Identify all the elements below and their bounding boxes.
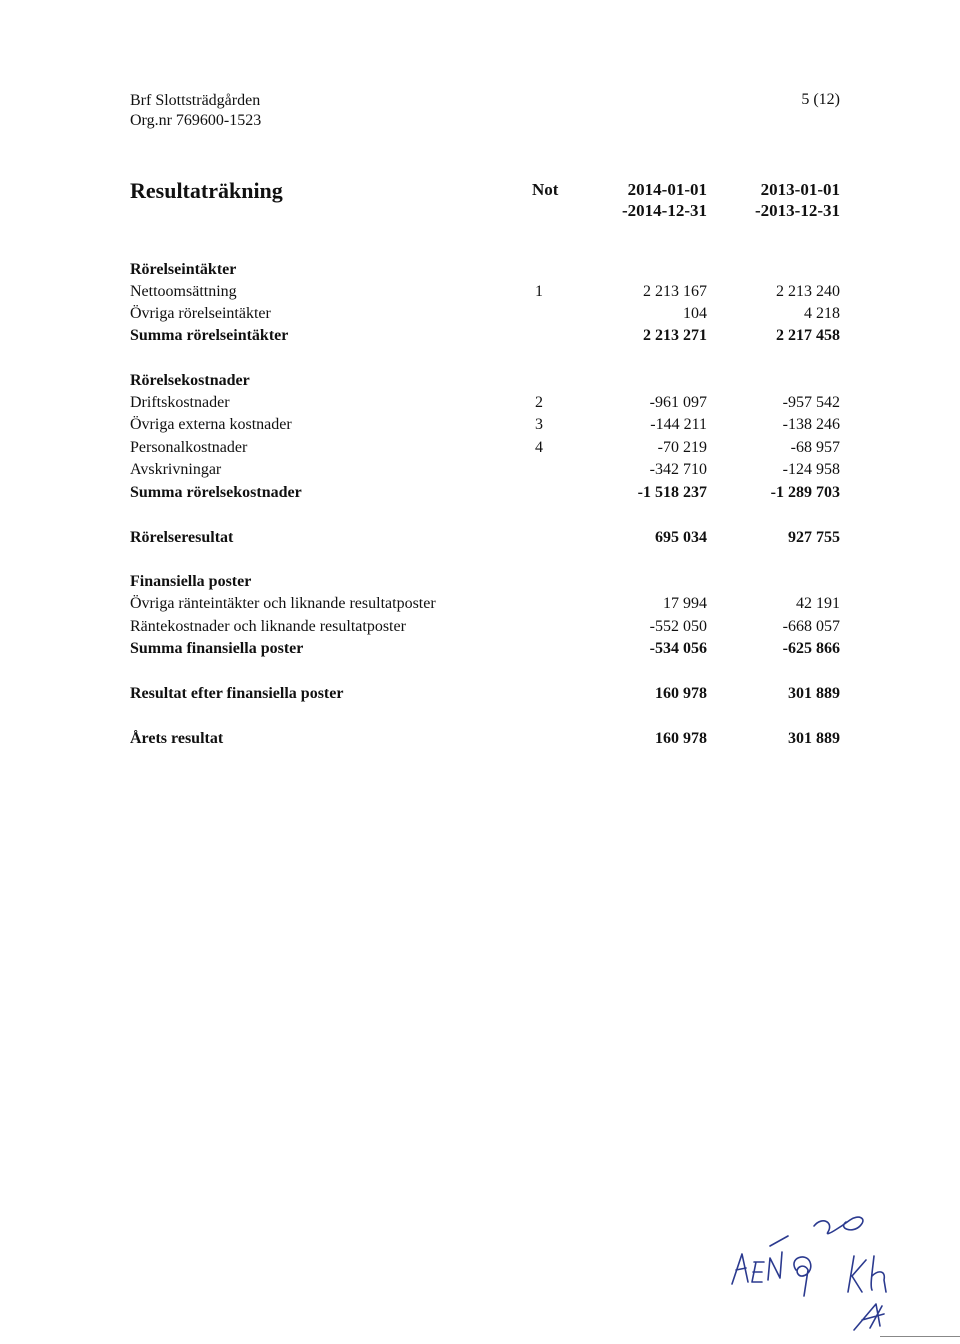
row-label: Övriga externa kostnader <box>130 416 292 433</box>
col-header-not: Not <box>532 180 559 199</box>
row-value-2014: -342 710 <box>649 461 707 478</box>
table-row <box>130 303 840 325</box>
signature-scribble <box>814 1217 863 1234</box>
row-value-2014: -552 050 <box>649 618 707 635</box>
table-row <box>130 414 840 436</box>
row-value-2013: -1 289 703 <box>770 484 840 501</box>
row-label: Resultat efter finansiella poster <box>130 685 344 702</box>
row-value-2013: -625 866 <box>782 640 840 657</box>
row-value-2013: -124 958 <box>782 461 840 478</box>
row-value-2013: 301 889 <box>788 685 840 702</box>
table-row <box>130 616 840 638</box>
row-value-2014: 104 <box>683 305 707 322</box>
row-value-2013: 2 217 458 <box>776 327 840 344</box>
row-value-2013: -68 957 <box>790 439 840 456</box>
page-edge-line <box>880 1336 960 1337</box>
table-row <box>130 392 840 414</box>
row-note: 2 <box>535 394 543 411</box>
row-label: Driftskostnader <box>130 394 230 411</box>
col-header-2013 <box>755 179 840 221</box>
row-note: 4 <box>535 439 543 456</box>
row-value-2014: -534 056 <box>649 640 707 657</box>
sum-row <box>130 325 840 347</box>
row-note: 3 <box>535 416 543 433</box>
col-header-2014-end: -2014-12-31 <box>622 201 707 220</box>
signature-initials <box>730 1196 910 1336</box>
row-label: Övriga ränteintäkter och liknande resultatposter <box>130 595 436 612</box>
section-heading-label: Rörelsekostnader <box>130 372 250 389</box>
col-header-2013-start: 2013-01-01 <box>760 180 840 199</box>
section-heading-label: Rörelseintäkter <box>130 261 237 278</box>
table-row <box>130 459 840 481</box>
table-row <box>130 281 840 303</box>
section-heading <box>130 259 840 281</box>
row-label: Summa rörelsekostnader <box>130 484 302 501</box>
row-value-2013: -668 057 <box>782 618 840 635</box>
table-row <box>130 437 840 459</box>
signature-aen-n <box>768 1236 788 1280</box>
row-value-2014: -70 219 <box>657 439 707 456</box>
row-label: Räntekostnader och liknande resultatposter <box>130 618 406 635</box>
result-row <box>130 527 840 549</box>
row-value-2014: 2 213 271 <box>643 327 707 344</box>
signature-loop <box>794 1257 811 1296</box>
row-value-2014: -144 211 <box>650 416 707 433</box>
section-heading-label: Finansiella poster <box>130 573 252 590</box>
row-label: Nettoomsättning <box>130 283 237 300</box>
page-number: 5 (12) <box>801 91 840 108</box>
row-value-2013: 301 889 <box>788 730 840 747</box>
row-value-2013: 42 191 <box>796 595 840 612</box>
sum-row <box>130 638 840 660</box>
row-value-2014: 695 034 <box>655 529 707 546</box>
row-value-2013: 4 218 <box>804 305 840 322</box>
section-heading <box>130 571 840 593</box>
result-row <box>130 683 840 705</box>
signature-aen-a <box>732 1254 748 1284</box>
row-value-2014: 17 994 <box>663 595 707 612</box>
section-heading <box>130 370 840 392</box>
row-value-2014: -961 097 <box>649 394 707 411</box>
row-label: Övriga rörelseintäkter <box>130 305 271 322</box>
signature-kh-k <box>848 1256 866 1292</box>
signature-kh-h <box>871 1256 886 1292</box>
col-header-2013-end: -2013-12-31 <box>755 201 840 220</box>
row-label: Summa rörelseintäkter <box>130 327 289 344</box>
row-value-2014: -1 518 237 <box>637 484 707 501</box>
row-value-2013: 927 755 <box>788 529 840 546</box>
org-name: Brf Slottsträdgården <box>130 92 261 109</box>
row-label: Rörelseresultat <box>130 529 234 546</box>
row-value-2014: 2 213 167 <box>643 283 707 300</box>
row-value-2013: 2 213 240 <box>776 283 840 300</box>
signature-aen-e <box>752 1262 764 1282</box>
row-value-2014: 160 978 <box>655 730 707 747</box>
sum-row <box>130 482 840 504</box>
row-value-2013: -138 246 <box>782 416 840 433</box>
row-label: Personalkostnader <box>130 439 248 456</box>
row-label: Årets resultat <box>130 730 224 747</box>
table-row <box>130 593 840 615</box>
result-row <box>130 728 840 750</box>
org-number: Org.nr 769600-1523 <box>130 112 262 129</box>
row-label: Avskrivningar <box>130 461 222 478</box>
row-note: 1 <box>535 283 543 300</box>
row-label: Summa finansiella poster <box>130 640 304 657</box>
row-value-2014: 160 978 <box>655 685 707 702</box>
col-header-2014-start: 2014-01-01 <box>627 180 707 199</box>
page-title: Resultaträkning <box>130 178 283 203</box>
col-header-2014 <box>622 179 707 221</box>
row-value-2013: -957 542 <box>782 394 840 411</box>
signature-lower <box>854 1304 884 1330</box>
